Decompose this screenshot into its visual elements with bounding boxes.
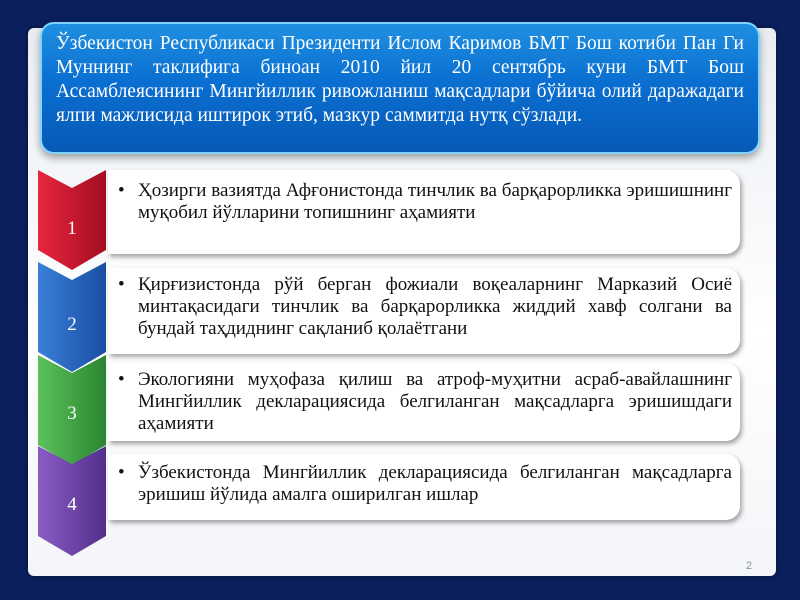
item-text: Қирғизистонда рўй берган фожиали воқеаларнинг Марказий Осиё минтақасидаги тинчлик ва барқарорликка жиддий хавф солгани ва бундай таҳдиднинг сақланиб қолаётгани: [138, 274, 732, 339]
item-number: 2: [67, 314, 77, 335]
item-number: 1: [67, 218, 77, 239]
item-card: • Экологияни муҳофаза қилиш ва атроф-муҳитни асраб-авайлашнинг Мингйиллик декларациясида белгиланган мақсадларга эришишдаги аҳамияти: [108, 363, 740, 441]
list-item: [38, 446, 748, 556]
item-card: • Ўзбекистонда Мингйиллик декларациясида белгиланган мақсадларга эришиш йўлида амалга оширилган ишлар: [108, 454, 740, 520]
chevron-4: [38, 446, 106, 556]
item-text: Ўзбекистонда Мингйиллик декларациясида белгиланган мақсадларга эришиш йўлида амалга оширилган ишлар: [138, 462, 732, 505]
item-number: 4: [67, 494, 77, 515]
item-card: • Ҳозирги вазиятда Афғонистонда тинчлик ва барқарорликка эришишнинг муқобил йўлларини топишнинг аҳамияти: [108, 170, 740, 254]
item-text: Ҳозирги вазиятда Афғонистонда тинчлик ва барқарорликка эришишнинг муқобил йўлларини топишнинг аҳамияти: [138, 180, 732, 223]
header-text-box: [40, 22, 760, 154]
chevron-1: [38, 170, 106, 270]
header-text: Ўзбекистон Республикаси Президенти Ислом Каримов БМТ Бош котиби Пан Ги Муннинг таклифига биноан 2010 йил 20 сентябрь куни БМТ Бош Ассамблеясининг Мингйиллик ривожланиш мақсадлари бўйича олий даражадаги ялпи мажлисида иштирок этиб, мазкур саммитда нутқ сўзлади.: [56, 33, 744, 126]
page-number: 2: [745, 560, 752, 572]
item-text: Экологияни муҳофаза қилиш ва атроф-муҳитни асраб-авайлашнинг Мингйиллик декларациясида белгиланган мақсадларга эришишдаги аҳамияти: [138, 369, 732, 434]
list-item: [38, 170, 748, 270]
item-number: 3: [67, 403, 77, 424]
item-card: • Қирғизистонда рўй берган фожиали воқеаларнинг Марказий Осиё минтақасидаги тинчлик ва барқарорликка жиддий хавф солгани ва бундай таҳдиднинг сақланиб қолаётгани: [108, 268, 740, 354]
